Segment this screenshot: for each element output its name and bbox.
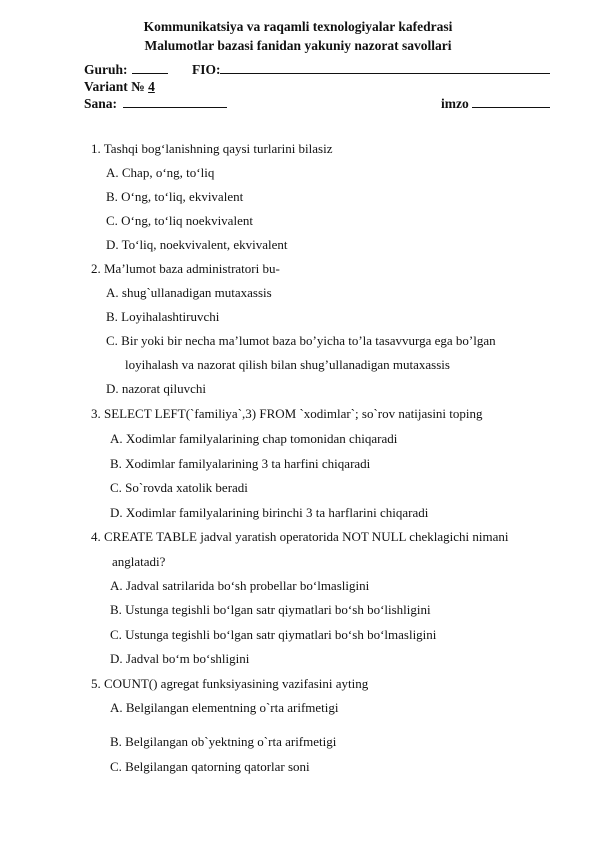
variant-number: 4 bbox=[148, 79, 155, 94]
q2-option-c: C. Bir yoki bir necha ma’lumot baza bo’yicha to’la tasavvurga ega bo’lgan bbox=[106, 333, 496, 348]
q5-option-b: B. Belgilangan ob`yektning o`rta arifmetigi bbox=[110, 734, 337, 749]
q5-option-a: A. Belgilangan elementning o`rta arifmetigi bbox=[110, 700, 339, 715]
q1-option-b: B. O‘ng, to‘liq, ekvivalent bbox=[106, 189, 244, 204]
group-blank bbox=[132, 62, 168, 74]
q2-option-a: A. shug`ullanadigan mutaxassis bbox=[106, 285, 272, 300]
q4-option-b: B. Ustunga tegishli bo‘lgan satr qiymatlari bo‘sh bo‘lishligini bbox=[110, 602, 431, 617]
question-5: 5. COUNT() agregat funksiyasining vazifasini ayting bbox=[91, 676, 369, 691]
department-title: Kommunikatsiya va raqamli texnologiyalar kafedrasi bbox=[143, 19, 453, 34]
q4-option-d: D. Jadval bo‘m bo‘shligini bbox=[110, 651, 250, 666]
date-blank bbox=[123, 96, 227, 108]
question-4: 4. CREATE TABLE jadval yaratish operatorida NOT NULL cheklagichi nimani bbox=[91, 529, 509, 544]
fio-blank bbox=[220, 62, 550, 74]
q2-option-b: B. Loyihalashtiruvchi bbox=[106, 309, 220, 324]
q1-option-a: A. Chap, o‘ng, to‘liq bbox=[106, 165, 215, 180]
q3-option-b: B. Xodimlar familyalarining 3 ta harfini chiqaradi bbox=[110, 456, 371, 471]
signature-blank bbox=[472, 96, 550, 108]
exam-title: Malumotlar bazasi fanidan yakuniy nazorat savollari bbox=[144, 38, 452, 53]
q4-option-a: A. Jadval satrilarida bo‘sh probellar bo‘lmasligini bbox=[110, 578, 370, 593]
variant-label bbox=[84, 79, 155, 95]
signature-label: imzo bbox=[441, 96, 469, 111]
variant-label-text: Variant № bbox=[84, 79, 145, 94]
q1-option-c: C. O‘ng, to‘liq noekvivalent bbox=[106, 213, 253, 228]
date-label: Sana: bbox=[84, 96, 118, 111]
question-2: 2. Ma’lumot baza administratori bu- bbox=[91, 261, 280, 276]
q4-option-c: C. Ustunga tegishli bo‘lgan satr qiymatlari bo‘sh bo‘lmasligini bbox=[110, 627, 437, 642]
fio-label: FIO: bbox=[192, 62, 221, 77]
q3-option-c: C. So`rovda xatolik beradi bbox=[110, 480, 248, 495]
question-3: 3. SELECT LEFT(`familiya`,3) FROM `xodimlar`; so`rov natijasini toping bbox=[91, 406, 483, 421]
q5-option-c: C. Belgilangan qatorning qatorlar soni bbox=[110, 759, 310, 774]
q2-option-c-continued: loyihalash va nazorat qilish bilan shug’ullanadigan mutaxassis bbox=[125, 357, 450, 372]
q2-option-d: D. nazorat qiluvchi bbox=[106, 381, 206, 396]
question-4-continued: anglatadi? bbox=[112, 554, 166, 569]
group-label: Guruh: bbox=[84, 62, 128, 77]
q3-option-d: D. Xodimlar familyalarining birinchi 3 ta harflarini chiqaradi bbox=[110, 505, 429, 520]
q3-option-a: A. Xodimlar familyalarining chap tomonidan chiqaradi bbox=[110, 431, 398, 446]
question-1: 1. Tashqi bog‘lanishning qaysi turlarini bilasiz bbox=[91, 141, 333, 156]
q1-option-d: D. To‘liq, noekvivalent, ekvivalent bbox=[106, 237, 288, 252]
